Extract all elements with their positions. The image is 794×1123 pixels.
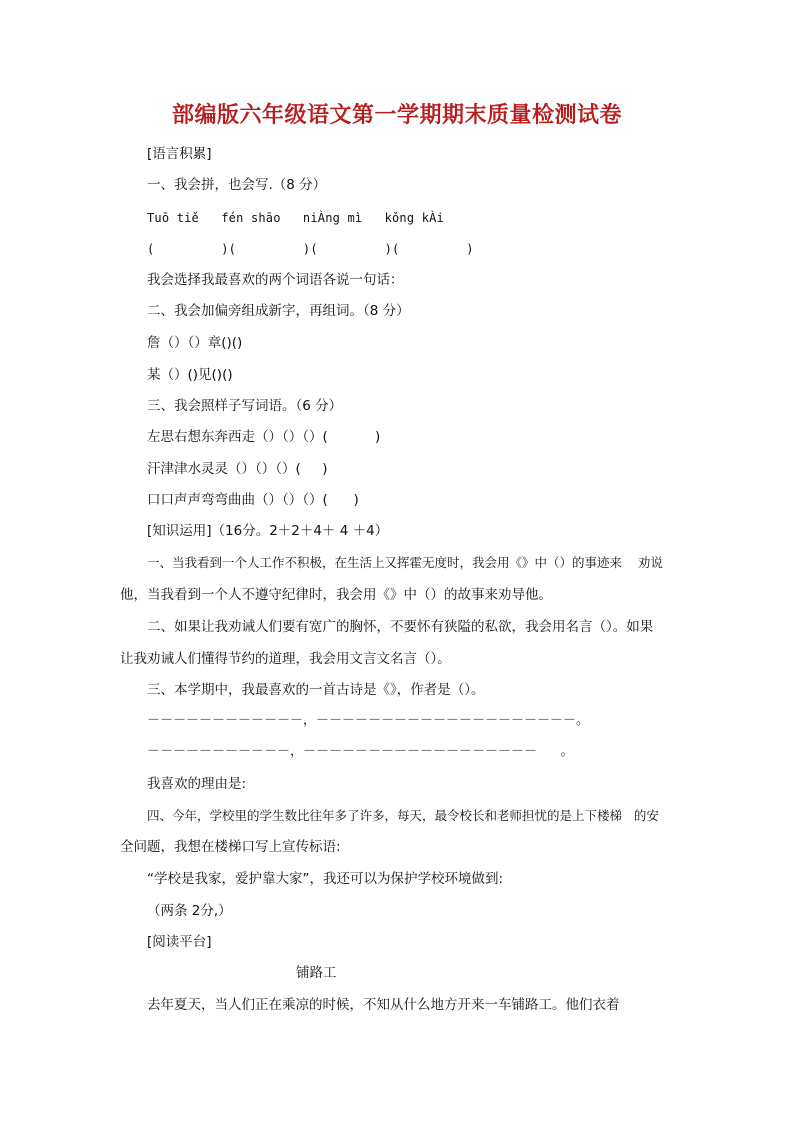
answer-line: －－－－－－－－－－－－，－－－－－－－－－－－－－－－－－－－－。: [147, 713, 590, 728]
question-text: 三、本学期中，我最喜欢的一首古诗是《》，作者是（）。: [147, 682, 485, 698]
question-text: 我会选择我最喜欢的两个词语各说一句话：: [147, 272, 404, 288]
question-heading: 三、我会照样子写词语。（6 分）: [147, 398, 343, 414]
section-heading-language: [语言积累]: [147, 146, 212, 162]
question-text: 二、如果让我劝诫人们要有宽广的胸怀，不要怀有狭隘的私欲，我会用名言（）。如果: [147, 619, 654, 635]
section-heading-knowledge: [知识运用]（16分。2＋2＋4＋ 4 ＋4）: [147, 523, 389, 539]
section-heading-reading: [阅读平台]: [147, 934, 212, 950]
answer-line: －－－－－－－－－－－，－－－－－－－－－－－－－－－－－－ 。: [147, 744, 574, 759]
question-text: 口口声声弯弯曲曲（）（）（）( ): [147, 492, 359, 508]
question-text: 汗津津水灵灵（）（）（）( ): [147, 461, 328, 477]
question-text: “学校是我家，爱护靠大家”，我还可以为保护学校环境做到:: [147, 871, 504, 887]
question-text: 我喜欢的理由是:: [147, 776, 247, 792]
question-text: （两条 2分,）: [147, 903, 232, 919]
question-text: 某（）()见()(): [147, 367, 233, 383]
question-text: 左思右想东奔西走（）（）（）( ): [147, 429, 381, 445]
passage-title: 铺路工: [296, 965, 337, 981]
answer-blanks: ( )( )( )( ): [147, 242, 474, 256]
question-text: 一、当我看到一个人工作不积极，在生活上又挥霍无度时，我会用《》中（）的事迹来 劝说: [147, 555, 663, 570]
passage-text: 去年夏天，当人们正在乘凉的时候，不知从什么地方开来一车铺路工。他们衣着: [147, 997, 620, 1013]
page-title: 部编版六年级语文第一学期期末质量检测试卷: [171, 102, 622, 128]
pinyin-line: Tuō tiě fén shāo niÀng mì kǒng kÀi: [147, 211, 444, 225]
question-text: 他，当我看到一个人不遵守纪律时，我会用《》中（）的故事来劝导他。: [120, 587, 552, 603]
question-text: 詹（）（）章()(): [147, 335, 243, 351]
question-heading: 一、我会拼，也会写.（8 分）: [147, 177, 327, 193]
question-text: 全问题，我想在楼梯口写上宣传标语:: [120, 839, 341, 855]
question-text: 四、今年，学校里的学生数比往年多了许多，每天，最令校长和老师担忧的是上下楼梯 的安: [147, 808, 659, 823]
question-heading: 二、我会加偏旁组成新字，再组词。（8 分）: [147, 303, 410, 319]
question-text: 让我劝诫人们懂得节约的道理，我会用文言文名言（）。: [120, 651, 451, 667]
